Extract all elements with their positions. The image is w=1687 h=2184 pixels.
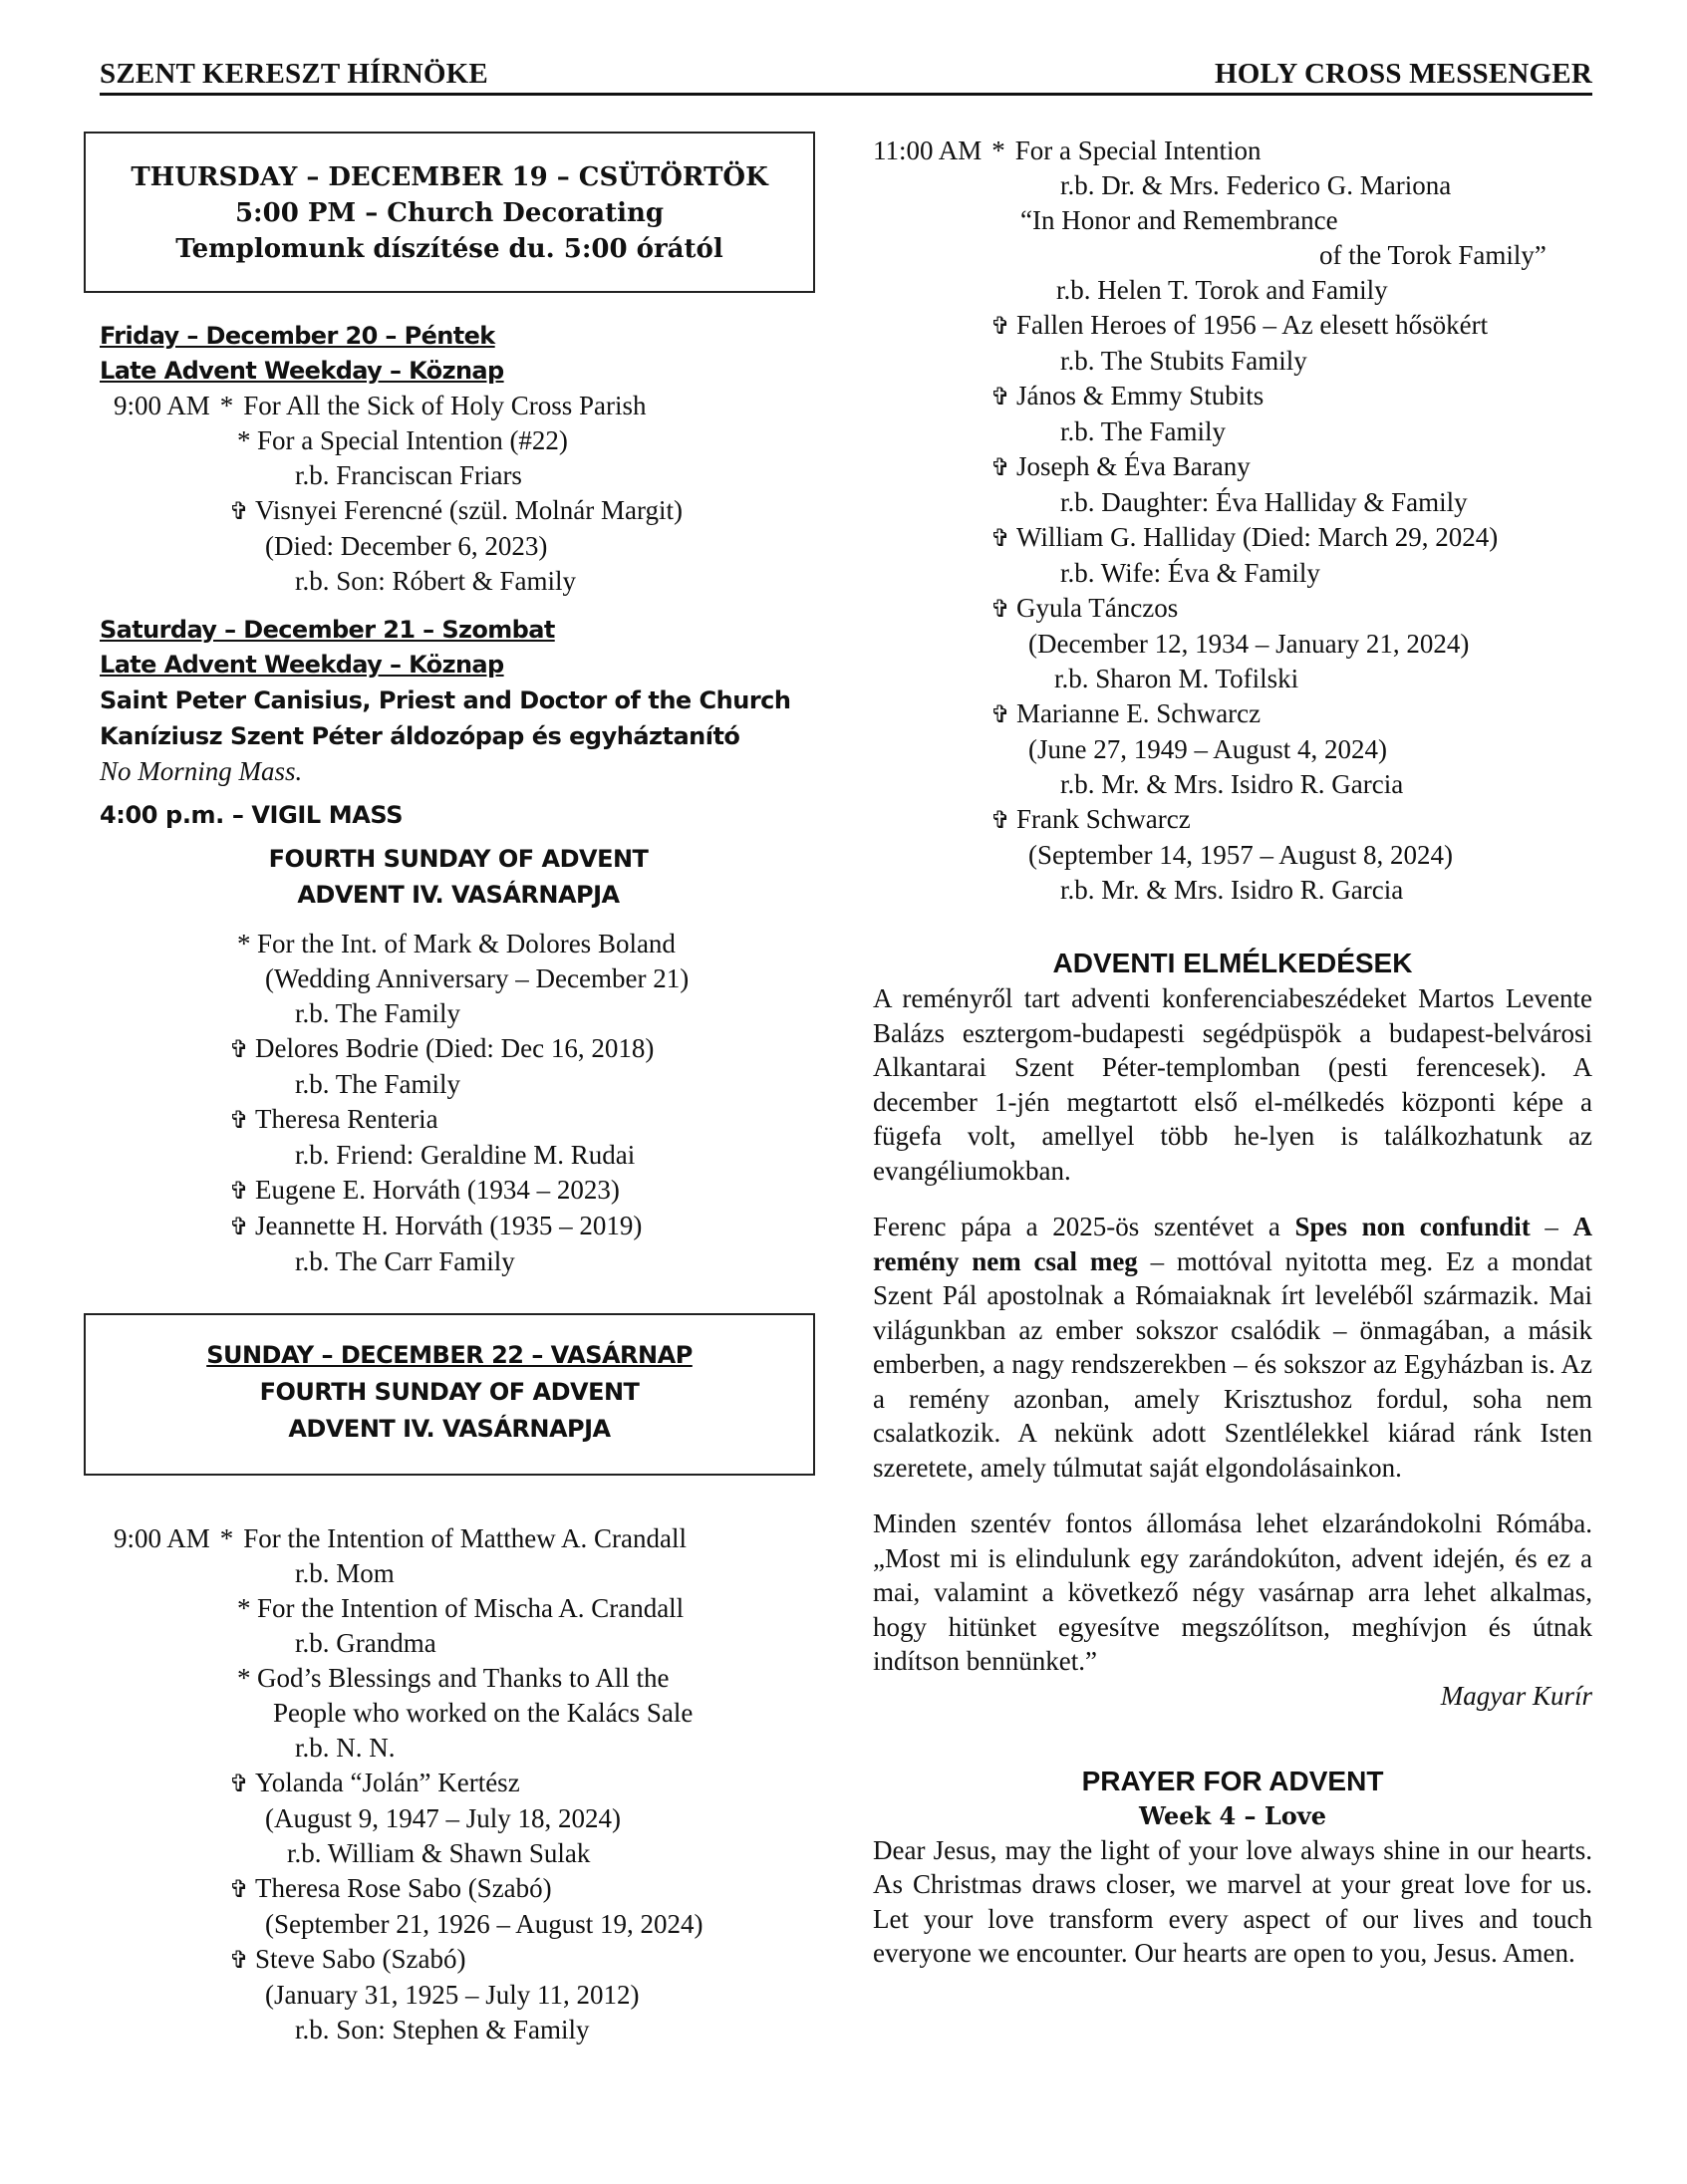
- mass-intention: [100, 1209, 817, 1244]
- intention-text: For the Intention of Mischa A. Crandall: [257, 1593, 685, 1623]
- prayer-text: Dear Jesus, may the light of your love always shine in our hearts. As Christmas draws closer, we marvel at your great love for us. Let your love transform every aspect of our lives and touch everyone we encounter. Our hearts are open to you, Jesus. Amen.: [873, 1834, 1592, 1968]
- mass-intention: [100, 1102, 817, 1138]
- cross-icon: ✞: [229, 1770, 250, 1797]
- mass-intention: [873, 696, 1592, 732]
- sunday-title-hungarian: ADVENT IV. VASÁRNAPJA: [297, 881, 620, 909]
- requested-by: r.b. Sharon M. Tofilski: [1054, 664, 1299, 693]
- asterisk-icon: *: [237, 929, 251, 958]
- cross-icon: ✞: [990, 700, 1011, 728]
- intention-detail: (January 31, 1925 – July 11, 2012): [265, 1980, 640, 2010]
- mass-intention: [873, 134, 1592, 168]
- mass-intention: [100, 389, 817, 423]
- cross-icon: ✞: [229, 1177, 250, 1205]
- vigil-mass-heading: 4:00 p.m. – VIGIL MASS: [100, 801, 404, 829]
- cross-icon: ✞: [229, 1875, 250, 1903]
- friday-subheading: Late Advent Weekday – Köznap: [100, 357, 504, 385]
- asterisk-icon: *: [237, 1663, 251, 1693]
- requested-by: r.b. Son: Stephen & Family: [295, 2015, 590, 2045]
- intention-text: Theresa Rose Sabo (Szabó): [255, 1873, 552, 1903]
- intention-text: William G. Halliday (Died: March 29, 2024): [1016, 522, 1499, 552]
- sunday-11am-section: [873, 134, 1592, 908]
- intention-detail: (December 12, 1934 – January 21, 2024): [1028, 629, 1470, 659]
- requested-by: r.b. William & Shawn Sulak: [287, 1838, 591, 1868]
- asterisk-icon: *: [237, 1593, 251, 1623]
- saturday-subheading: Late Advent Weekday – Köznap: [100, 651, 504, 679]
- right-column: [873, 134, 1592, 1971]
- asterisk-icon: *: [219, 1523, 234, 1553]
- sunday-9am-section: [100, 1521, 817, 2048]
- thursday-notice-box: [84, 132, 815, 293]
- intention-text: Gyula Tánczos: [1016, 593, 1179, 623]
- left-column: [100, 132, 817, 2048]
- mass-intention: [100, 1591, 817, 1626]
- reflections-attribution: Magyar Kurír: [1440, 1680, 1592, 1711]
- requested-by: r.b. Helen T. Torok and Family: [1056, 275, 1388, 305]
- mass-intention: [100, 423, 817, 458]
- requested-by: r.b. Franciscan Friars: [295, 460, 522, 490]
- intention-detail: (September 21, 1926 – August 19, 2024): [265, 1909, 703, 1939]
- requested-by: r.b. The Stubits Family: [1060, 346, 1307, 376]
- intention-text: Yolanda “Jolán” Kertész: [255, 1768, 520, 1797]
- mass-intention: [873, 520, 1592, 556]
- prayer-section: [873, 1764, 1592, 1971]
- sunday-title-english: FOURTH SUNDAY OF ADVENT: [268, 845, 649, 873]
- reflections-paragraph-1: A reményről tart adventi konferenciabeszédeket Martos Levente Balázs esztergom-budapesti segédpüspök a budapest-belvárosi Alkantarai Szent Péter-templomban (pesti ferencesek). A december 1-jén megtartott első el-mélkedés központi képe a fügefa volt, amellyel több he-lyen is találkozhatunk az evangéliumokban.: [873, 983, 1592, 1186]
- intention-text: Delores Bodrie (Died: Dec 16, 2018): [255, 1033, 655, 1063]
- intention-detail: of the Torok Family”: [1319, 240, 1546, 270]
- intention-text: Theresa Renteria: [255, 1104, 438, 1134]
- requested-by: r.b. The Family: [295, 998, 460, 1028]
- intention-text: Eugene E. Horváth (1934 – 2023): [255, 1175, 620, 1205]
- intention-text: Frank Schwarcz: [1016, 804, 1191, 834]
- mass-intention: [100, 1661, 817, 1696]
- cross-icon: ✞: [990, 806, 1011, 834]
- mass-intention: [100, 493, 817, 529]
- cross-icon: ✞: [229, 1946, 250, 1974]
- intention-detail: (Died: December 6, 2023): [265, 531, 548, 561]
- motto-hungarian: A remény nem csal meg: [873, 1212, 1593, 1276]
- feast-name-english: Saint Peter Canisius, Priest and Doctor of the Church: [100, 686, 791, 714]
- asterisk-icon: *: [237, 425, 251, 455]
- cross-icon: ✞: [990, 312, 1011, 340]
- cross-icon: ✞: [229, 1213, 250, 1240]
- text-run: – mottóval nyitotta meg. Ez a mondat Szent Pál apostolnak a Rómaiaknak írt leveléből származik. Mai világunkban az ember sokszor csalódik – önmagában, a másik emberben, a nagy rendszerekben – és sokszor az Egyházban is. Az a remény azonban, amely Krisztushoz fordul, soha nem csalatkozik. A nekünk adott Szentlélekkel kiárad ránk Isten szeretete, amely túlmutat saját elgondolásainkon.: [873, 1245, 1592, 1483]
- cross-icon: ✞: [229, 1106, 250, 1134]
- intention-detail: (August 9, 1947 – July 18, 2024): [265, 1803, 621, 1833]
- requested-by: r.b. Son: Róbert & Family: [295, 566, 577, 596]
- requested-by: r.b. Wife: Éva & Family: [1060, 558, 1320, 588]
- mass-intention: [100, 1031, 817, 1067]
- intention-text: For the Intention of Matthew A. Crandall: [243, 1523, 687, 1553]
- intention-detail: (Wedding Anniversary – December 21): [265, 963, 690, 993]
- mass-time: 9:00 AM: [114, 1523, 210, 1553]
- intention-text: János & Emmy Stubits: [1016, 381, 1265, 410]
- thursday-event: 5:00 PM – Church Decorating: [234, 198, 665, 228]
- requested-by: r.b. Daughter: Éva Halliday & Family: [1060, 487, 1468, 517]
- mass-time: 11:00 AM: [873, 136, 983, 165]
- requested-by: r.b. The Family: [295, 1069, 460, 1099]
- mass-intention: [873, 802, 1592, 838]
- motto-latin: Spes non confundit: [1294, 1212, 1531, 1241]
- intention-text: For All the Sick of Holy Cross Parish: [243, 391, 647, 420]
- intention-text: Jeannette H. Horváth (1935 – 2019): [255, 1211, 643, 1240]
- requested-by: r.b. Mr. & Mrs. Isidro R. Garcia: [1060, 769, 1404, 799]
- intention-text: Joseph & Éva Barany: [1016, 451, 1251, 481]
- intention-detail: (September 14, 1957 – August 8, 2024): [1028, 840, 1453, 870]
- reflections-section: [873, 946, 1592, 1714]
- requested-by: r.b. Friend: Geraldine M. Rudai: [295, 1140, 636, 1170]
- intention-text: For the Int. of Mark & Dolores Boland: [257, 929, 676, 958]
- mass-intention: [100, 1766, 817, 1801]
- text-run: Ferenc pápa a 2025-ös szentévet a: [873, 1212, 1295, 1241]
- requested-by: r.b. The Family: [1060, 416, 1226, 446]
- mass-intention: [100, 1521, 817, 1556]
- mass-intention: [100, 1871, 817, 1907]
- mass-intention: [100, 1942, 817, 1978]
- requested-by: r.b. Mom: [295, 1558, 395, 1588]
- no-mass-note: No Morning Mass.: [100, 756, 303, 786]
- mass-intention: [873, 379, 1592, 414]
- cross-icon: ✞: [229, 1035, 250, 1063]
- requested-by: r.b. The Carr Family: [295, 1246, 515, 1276]
- thursday-heading: THURSDAY – DECEMBER 19 – CSÜTÖRTÖK: [131, 162, 768, 192]
- mass-intention: [873, 203, 1592, 238]
- intention-text: Visnyei Ferencné (szül. Molnár Margit): [255, 495, 684, 525]
- reflections-title: ADVENTI ELMÉLKEDÉSEK: [1052, 948, 1413, 978]
- intention-text: Marianne E. Schwarcz: [1016, 698, 1262, 728]
- cross-icon: ✞: [229, 497, 250, 525]
- mass-intention: [100, 927, 817, 961]
- prayer-subtitle: Week 4 – Love: [1138, 1800, 1327, 1830]
- intention-text: God’s Blessings and Thanks to All the: [257, 1663, 670, 1693]
- requested-by: r.b. Grandma: [295, 1628, 436, 1658]
- cross-icon: ✞: [990, 524, 1011, 552]
- reflections-paragraph-3: Minden szentév fontos állomása lehet elzarándokolni Rómába. „Most mi is elindulunk egy zarándokúton, advent idején, és ez a mai, valamint a következő négy vasárnap arra lehet alkalmas, hogy hitünket egyesítve megszólítson, meghívjon és útnak indítson bennünket.”: [873, 1508, 1592, 1676]
- cross-icon: ✞: [990, 595, 1011, 623]
- requested-by: r.b. Mr. & Mrs. Isidro R. Garcia: [1060, 875, 1404, 905]
- intention-detail: People who worked on the Kalács Sale: [273, 1698, 694, 1728]
- mass-intention: [873, 308, 1592, 344]
- friday-heading: Friday – December 20 – Péntek: [100, 322, 495, 350]
- intention-detail: (June 27, 1949 – August 4, 2024): [1028, 734, 1387, 764]
- asterisk-icon: *: [991, 136, 1005, 165]
- thursday-event-hungarian: Templomunk díszítése du. 5:00 órától: [175, 234, 723, 264]
- mass-intention: [873, 449, 1592, 485]
- sunday-title-hungarian: ADVENT IV. VASÁRNAPJA: [288, 1415, 611, 1443]
- mass-time: 9:00 AM: [114, 391, 210, 420]
- friday-section: [100, 319, 817, 599]
- intention-text: “In Honor and Remembrance: [1020, 205, 1338, 235]
- reflections-paragraph-2: [873, 1210, 1592, 1485]
- text-run: –: [1530, 1212, 1573, 1241]
- prayer-title: PRAYER FOR ADVENT: [1081, 1765, 1384, 1796]
- asterisk-icon: *: [219, 391, 234, 420]
- sunday-notice-box: [84, 1313, 815, 1476]
- intention-text: For a Special Intention: [1014, 136, 1262, 165]
- newsletter-title-english: HOLY CROSS MESSENGER: [1215, 58, 1592, 90]
- intention-text: Fallen Heroes of 1956 – Az elesett hősökért: [1016, 310, 1489, 340]
- sunday-title-english: FOURTH SUNDAY OF ADVENT: [259, 1378, 640, 1406]
- mass-intention: [100, 1173, 817, 1209]
- requested-by: r.b. N. N.: [295, 1733, 396, 1763]
- requested-by: r.b. Dr. & Mrs. Federico G. Mariona: [1060, 170, 1452, 200]
- saturday-section: [100, 613, 817, 1279]
- mass-intention: [873, 591, 1592, 627]
- header-rule: [100, 93, 1592, 96]
- feast-name-hungarian: Kaníziusz Szent Péter áldozópap és egyháztanító: [100, 722, 740, 750]
- newsletter-title-hungarian: SZENT KERESZT HÍRNÖKE: [100, 58, 488, 90]
- cross-icon: ✞: [990, 453, 1011, 481]
- saturday-heading: Saturday – December 21 – Szombat: [100, 616, 555, 644]
- sunday-heading: SUNDAY – DECEMBER 22 – VASÁRNAP: [206, 1341, 693, 1369]
- intention-text: Steve Sabo (Szabó): [255, 1944, 466, 1974]
- cross-icon: ✞: [990, 383, 1011, 410]
- intention-text: For a Special Intention (#22): [257, 425, 568, 455]
